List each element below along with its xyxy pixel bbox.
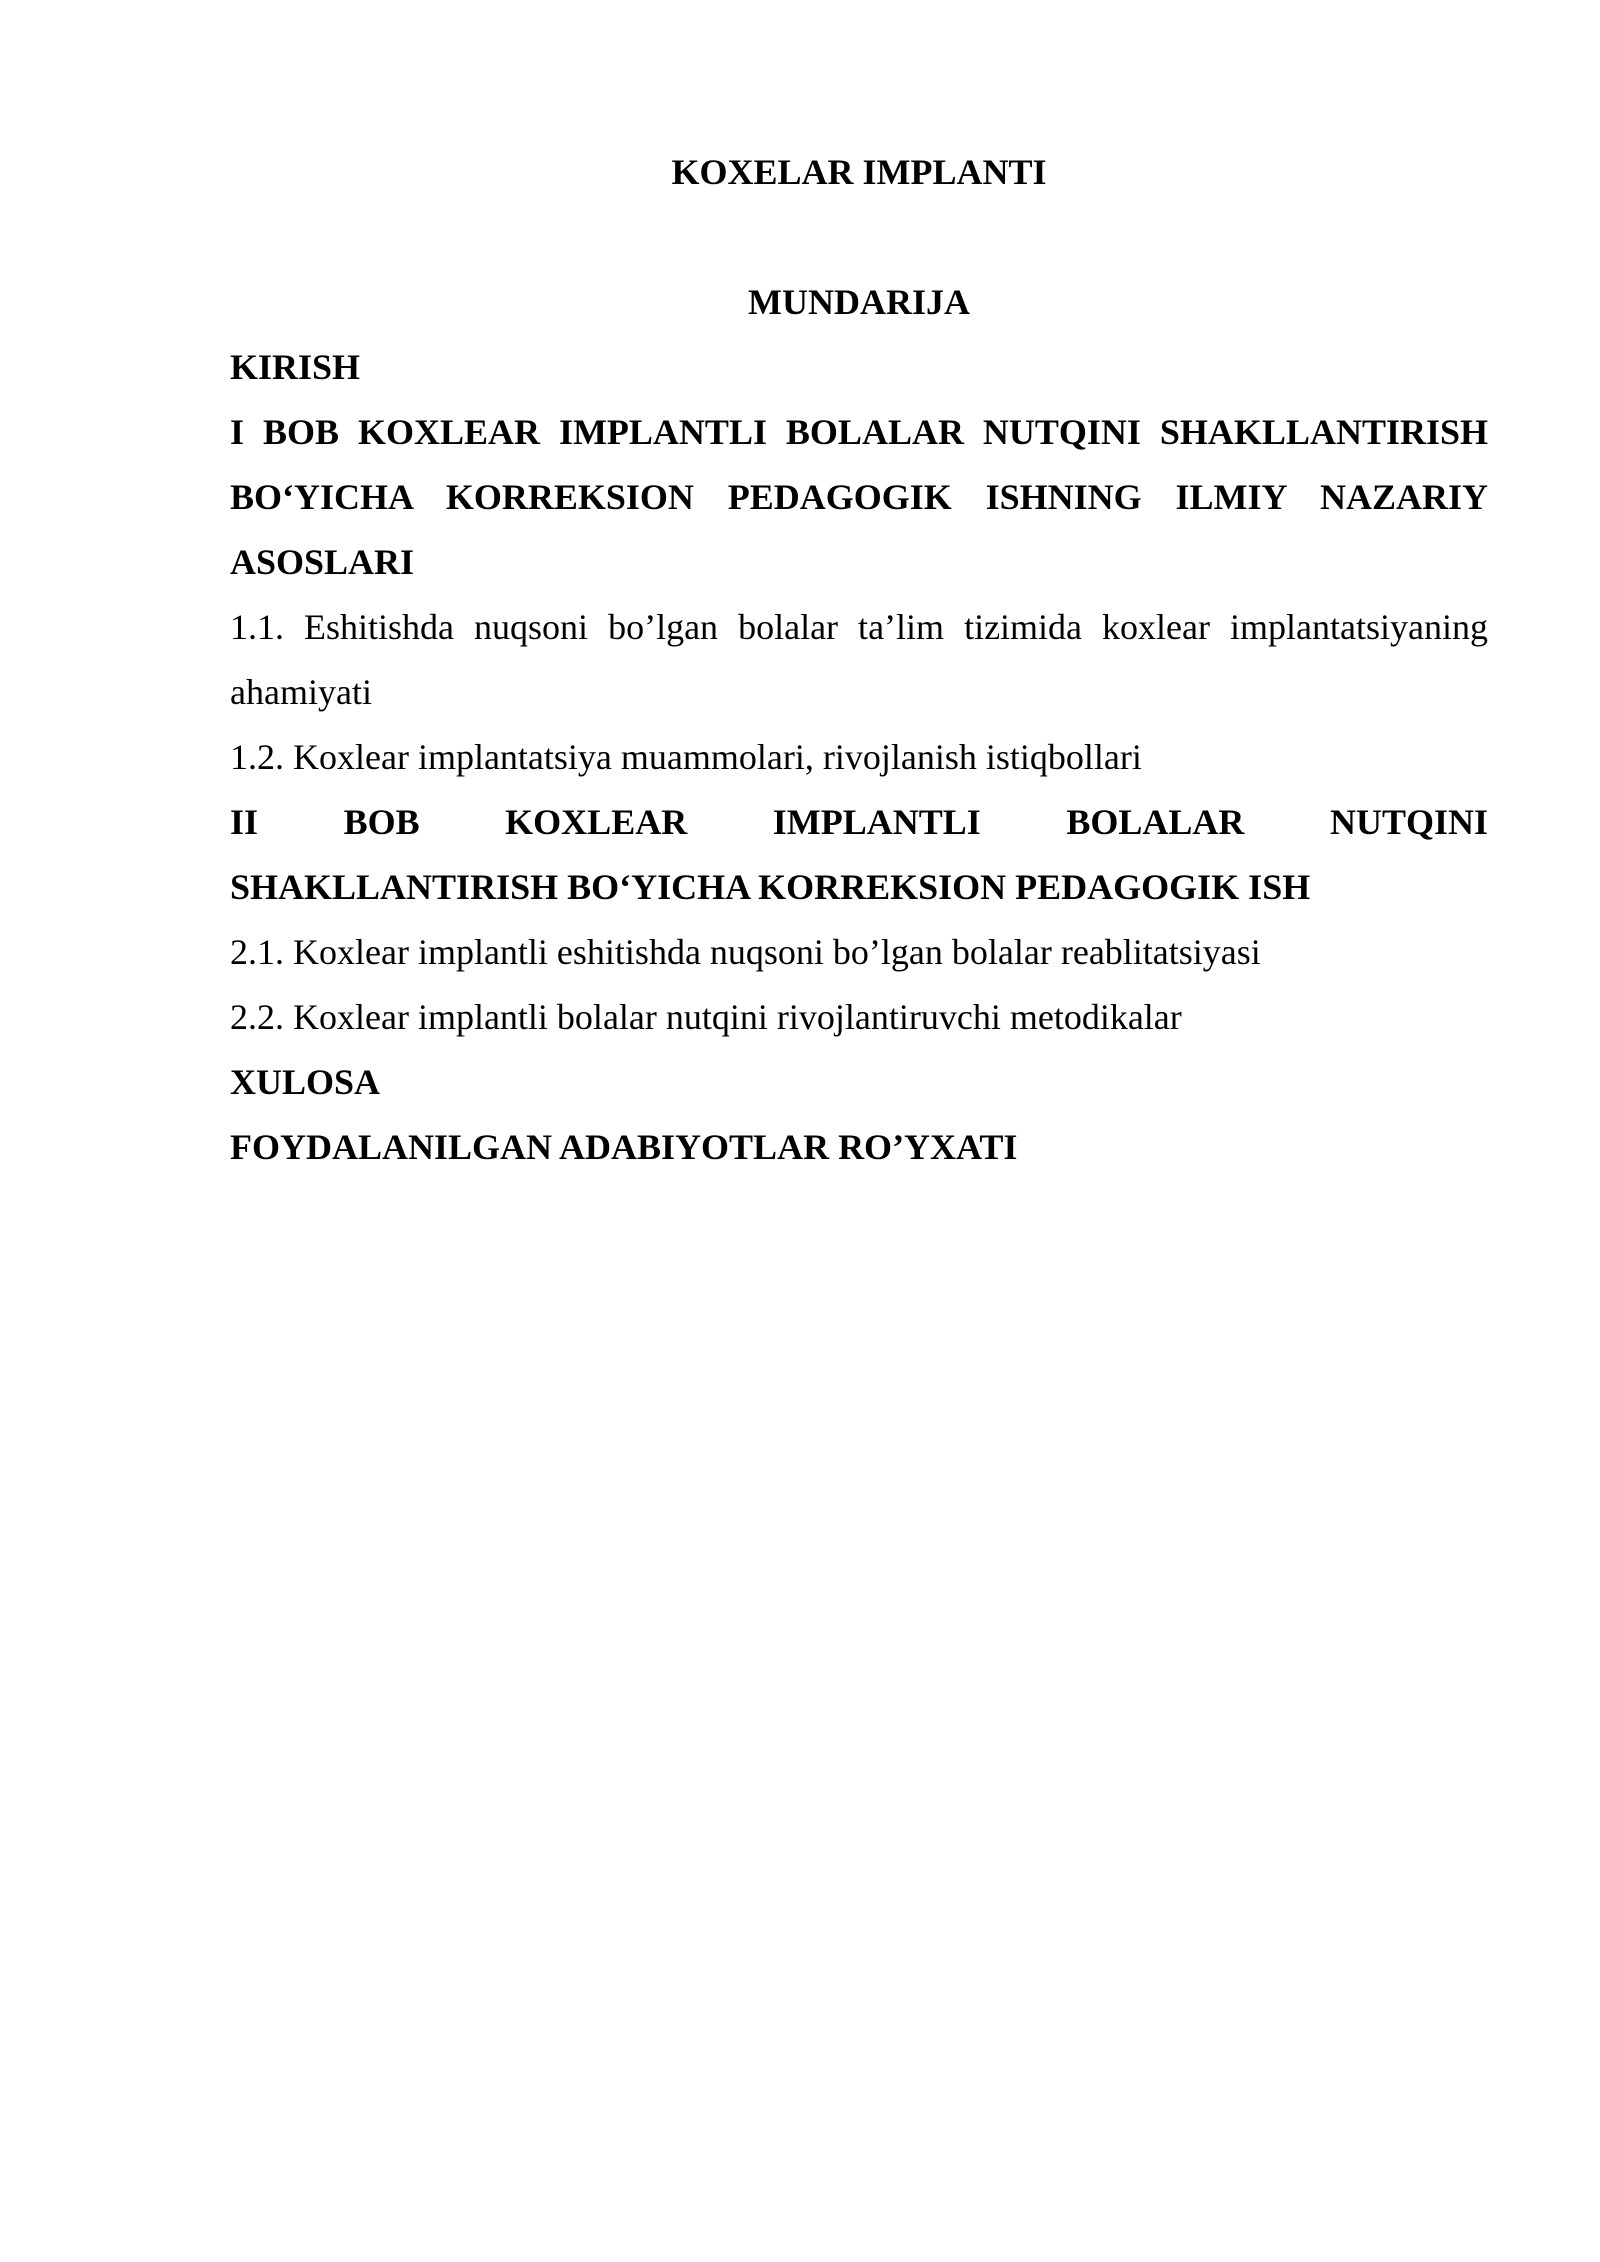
toc-entry-2-2: 2.2. Koxlear implantli bolalar nutqini rivojlantiruvchi metodikalar bbox=[230, 997, 1182, 1037]
toc-entry-chapter1-line2: BO‘YICHA KORREKSION PEDAGOGIK ISHNING ILMIY NAZARIY bbox=[230, 477, 1488, 517]
toc-entry-1-1-line2: ahamiyati bbox=[230, 672, 372, 712]
document-title: KOXELAR IMPLANTI bbox=[671, 152, 1047, 192]
toc-heading: MUNDARIJA bbox=[748, 282, 970, 322]
toc-entry-kirish: KIRISH bbox=[230, 347, 361, 387]
toc-entry-references: FOYDALANILGAN ADABIYOTLAR RO’YXATI bbox=[230, 1127, 1018, 1167]
toc-entry-xulosa: XULOSA bbox=[230, 1062, 381, 1102]
toc-entry-1-2: 1.2. Koxlear implantatsiya muammolari, rivojlanish istiqbollari bbox=[230, 737, 1142, 777]
toc-entry-chapter2-line1: II BOB KOXLEAR IMPLANTLI BOLALAR NUTQINI bbox=[230, 802, 1488, 842]
toc-entry-chapter1-line3: ASOSLARI bbox=[230, 542, 415, 582]
blank-line bbox=[230, 205, 1488, 270]
toc-entry-chapter1-line1: I BOB KOXLEAR IMPLANTLI BOLALAR NUTQINI SHAKLLANTIRISH bbox=[230, 412, 1488, 452]
toc-entry-2-1: 2.1. Koxlear implantli eshitishda nuqsoni bo’lgan bolalar reablitatsiyasi bbox=[230, 932, 1261, 972]
toc-entry-1-1-line1: 1.1. Eshitishda nuqsoni bo’lgan bolalar ta’lim tizimida koxlear implantatsiyaning bbox=[230, 607, 1488, 647]
toc-entry-chapter2-line2: SHAKLLANTIRISH BO‘YICHA KORREKSION PEDAGOGIK ISH bbox=[230, 867, 1311, 907]
